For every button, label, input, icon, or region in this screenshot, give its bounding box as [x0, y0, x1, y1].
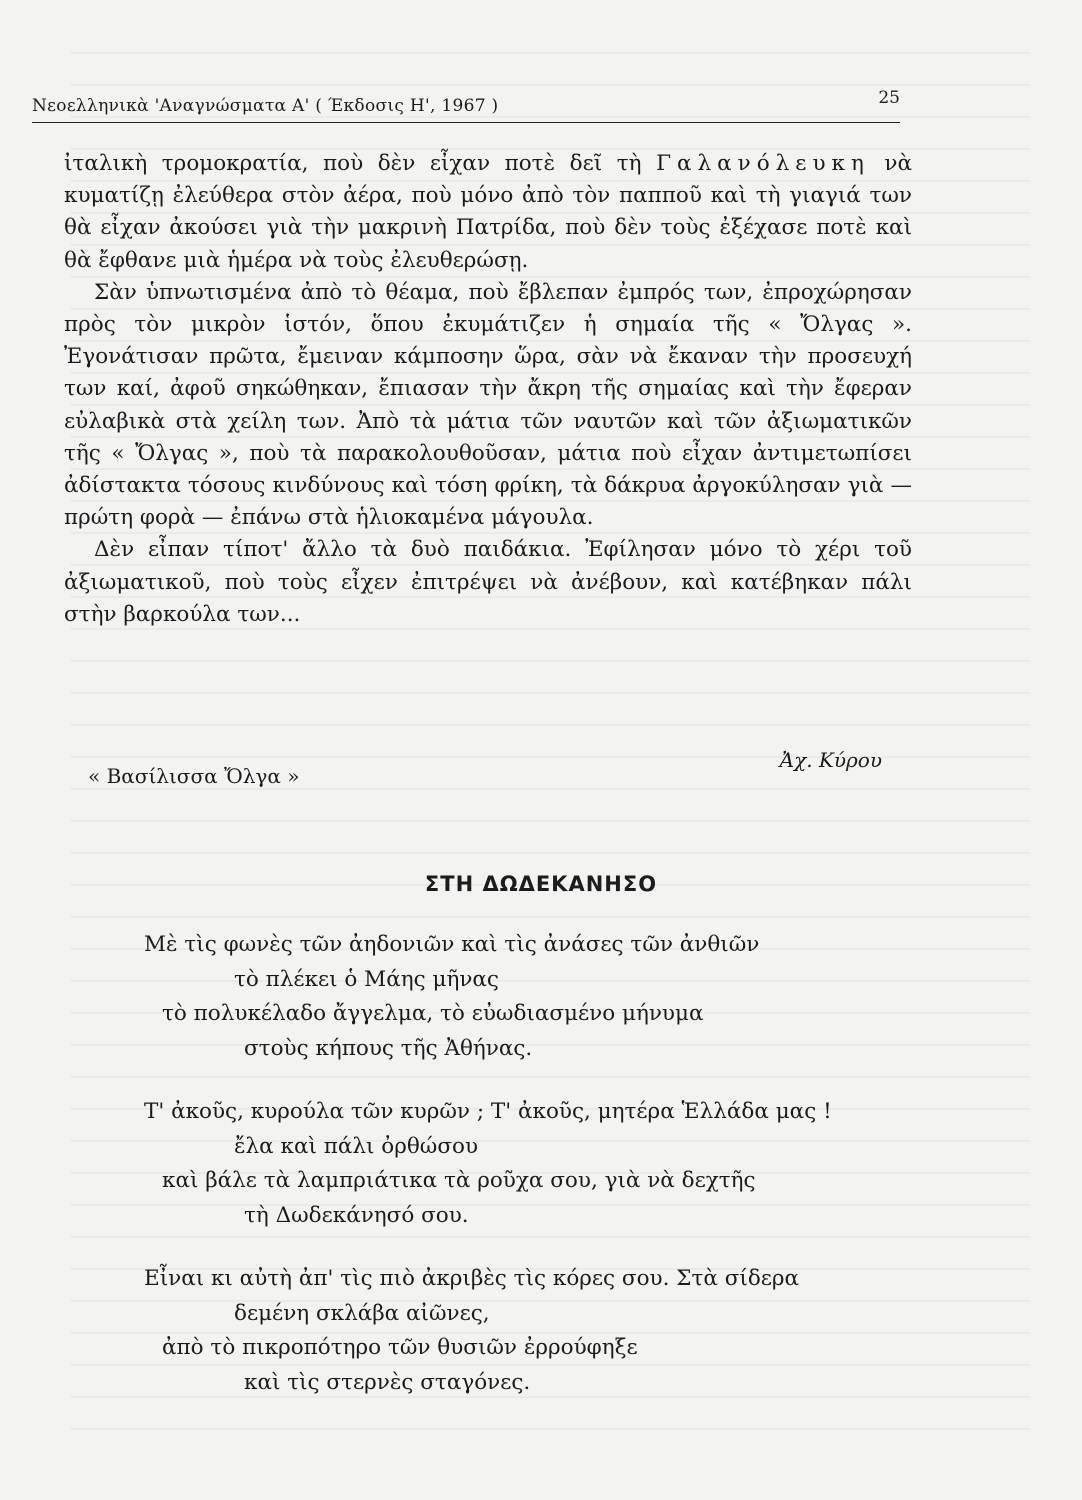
paragraph-1-start: ἰταλικὴ τρομοκρατία, ποὺ δὲν εἶχαν ποτὲ δεῖ τὴ: [64, 151, 657, 176]
poem-line: Εἶναι κι αὐτὴ ἀπ' τὶς πιὸ ἀκριβὲς τὶς κόρες σου. Στὰ σίδερα: [144, 1266, 800, 1291]
page-number: 25: [878, 88, 900, 108]
emphasized-word: Γαλανόλευκη: [656, 151, 870, 176]
poem-line: δεμένη σκλάβα αἰῶνες,: [234, 1300, 490, 1326]
poem-line: τὴ Δωδεκάνησό σου.: [244, 1202, 469, 1228]
prose-body: [64, 148, 912, 631]
header-title: Νεοελληνικὰ 'Αναγνώσματα Α' ( Έκδοσις Η', 1967 ): [32, 96, 499, 116]
paragraph-1: [64, 148, 912, 277]
poem: [144, 928, 944, 1429]
paragraph-1-end: νὰ κυματίζῃ ἐλεύθερα στὸν ἀέρα, ποὺ μόνο ἀπὸ τὸν παπποῦ καὶ τὴ γιαγιά των θὰ εἶχαν ἀκούσει γιὰ τὴν μακρινὴ Πατρίδα, ποὺ δὲν τοὺς ἐξέχασε ποτὲ καὶ θὰ ἔφθανε μιὰ ἡμέρα νὰ τοὺς ἐλευθερώσῃ.: [64, 151, 912, 273]
source-citation: « Βασίλισσα Ὄλγα »: [88, 764, 300, 788]
poem-line: Μὲ τὶς φωνὲς τῶν ἀηδονιῶν καὶ τὶς ἀνάσες τῶν ἀνθιῶν: [144, 932, 760, 957]
author-signature: Ἀχ. Κύρου: [779, 748, 882, 772]
poem-line: Τ' ἀκοῦς, κυρούλα τῶν κυρῶν ; Τ' ἀκοῦς, μητέρα Ἑλλάδα μας !: [144, 1099, 832, 1124]
poem-line: καὶ τὶς στερνὲς σταγόνες.: [244, 1369, 531, 1395]
poem-line: ἀπὸ τὸ πικροπότηρο τῶν θυσιῶν ἐρρούφηξε: [162, 1335, 638, 1360]
poem-line: ἔλα καὶ πάλι ὀρθώσου: [234, 1133, 479, 1159]
poem-line: στοὺς κήπους τῆς Ἀθήνας.: [244, 1035, 533, 1061]
poem-line: καὶ βάλε τὰ λαμπριάτικα τὰ ροῦχα σου, γιὰ νὰ δεχτῆς: [162, 1168, 756, 1193]
running-header: [32, 88, 900, 123]
paragraph-3: Δὲν εἶπαν τίποτ' ἄλλο τὰ δυὸ παιδάκια. Ἐφίλησαν μόνο τὸ χέρι τοῦ ἀξιωματικοῦ, ποὺ τοὺς εἶχεν ἐπιτρέψει νὰ ἀνέβουν, καὶ κατέβηκαν πάλι στὴν βαρκούλα των...: [64, 537, 912, 627]
stanza-1: [144, 928, 944, 1066]
poem-title: ΣΤΗ ΔΩΔΕΚΑΝΗΣΟ: [424, 872, 658, 896]
paragraph-2: Σὰν ὑπνωτισμένα ἀπὸ τὸ θέαμα, ποὺ ἔβλεπαν ἐμπρός των, ἐπροχώρησαν πρὸς τὸν μικρὸν ἱστόν, ὅπου ἐκυμάτιζεν ἡ σημαία τῆς « Ὄλγας ». Ἐγονάτισαν πρῶτα, ἔμειναν κάμποσην ὥρα, σὰν νὰ ἔκαναν τὴν προσευχή των καί, ἀφοῦ σηκώθηκαν, ἔπιασαν τὴν ἄκρη τῆς σημαίας καὶ τὴν ἔφεραν εὐλαβικὰ στὰ χείλη των. Ἀπὸ τὰ μάτια τῶν ναυτῶν καὶ τῶν ἀξιωματικῶν τῆς « Ὄλγας », ποὺ τὰ παρακολουθοῦσαν, μάτια ποὺ εἶχαν ἀντιμετωπίσει ἀδίστακτα τόσους κινδύνους καὶ τόση φρίκη, τὰ δάκρυα ἀργοκύλησαν γιὰ — πρώτη φορὰ — ἐπάνω στὰ ἡλιοκαμένα μάγουλα.: [64, 279, 912, 531]
poem-line: τὸ πολυκέλαδο ἄγγελμα, τὸ εὐωδιασμένο μήνυμα: [162, 1001, 704, 1026]
poem-line: τὸ πλέκει ὁ Μάης μῆνας: [234, 966, 499, 992]
stanza-3: [144, 1262, 944, 1400]
stanza-2: [144, 1095, 944, 1233]
